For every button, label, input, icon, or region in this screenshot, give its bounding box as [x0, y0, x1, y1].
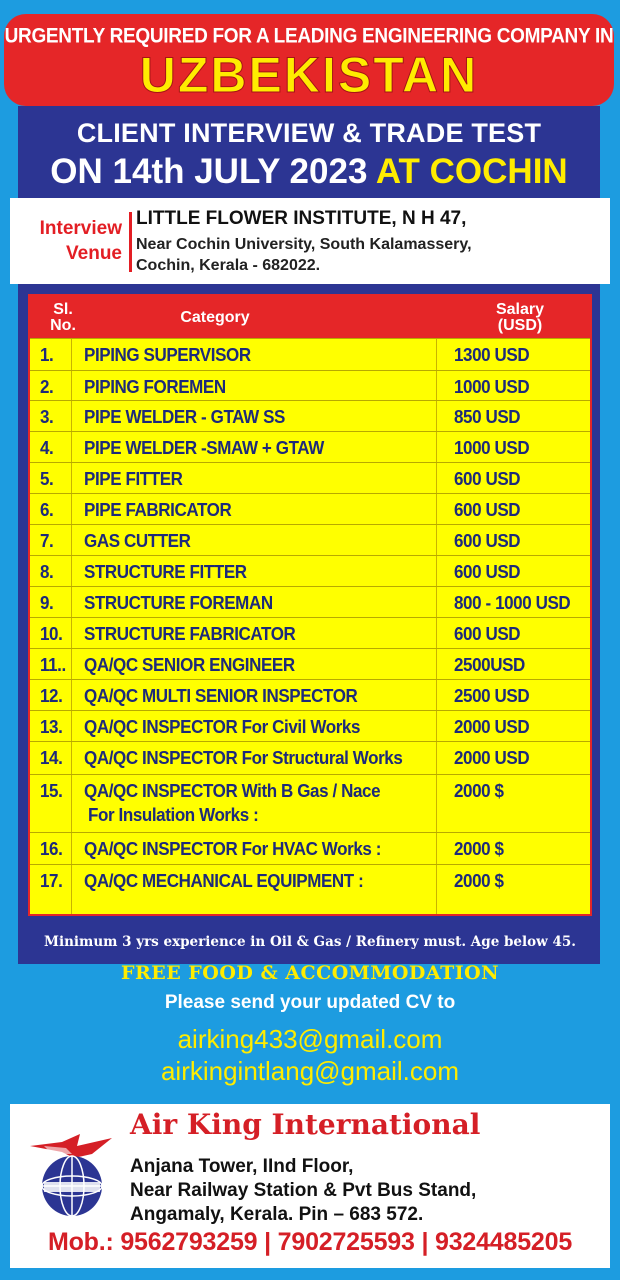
row-salary: 2000 $	[454, 839, 504, 860]
venue-label	[20, 216, 122, 266]
row-salary: 2000 USD	[454, 748, 530, 769]
table-row	[30, 524, 590, 555]
venue-label-line1: Interview	[39, 218, 122, 239]
table-row	[30, 617, 590, 648]
row-salary: 600 USD	[454, 469, 521, 490]
mobile-numbers[interactable]: Mob.: 9562793259 | 7902725593 | 9324485205	[47, 1228, 573, 1256]
header-salary-unit: (USD)	[497, 317, 543, 334]
benefits-note: FREE FOOD & ACCOMMODATION	[120, 962, 500, 984]
venue-address-line1: Near Cochin University, South Kalamassery,	[136, 236, 472, 253]
company-address-line1: Anjana Tower, IInd Floor,	[130, 1156, 354, 1177]
header-salary	[470, 302, 570, 334]
row-salary: 600 USD	[454, 500, 521, 521]
row-salary: 2500USD	[454, 655, 525, 676]
row-salary: 600 USD	[454, 624, 521, 645]
jobs-table	[28, 294, 592, 916]
table-row	[30, 431, 590, 462]
row-number: 5.	[40, 469, 54, 490]
row-salary: 2000 $	[454, 781, 504, 802]
interview-title: CLIENT INTERVIEW & TRADE TEST	[76, 118, 542, 148]
row-number: 7.	[40, 531, 54, 552]
row-category: QA/QC INSPECTOR For Structural Works	[84, 748, 403, 769]
header-no: No.	[50, 317, 76, 334]
row-category: STRUCTURE FABRICATOR	[84, 624, 296, 645]
row-salary: 800 - 1000 USD	[454, 593, 571, 614]
company-name: Air King International	[130, 1108, 481, 1141]
row-category: PIPE WELDER - GTAW SS	[84, 407, 285, 428]
table-row	[30, 400, 590, 431]
table-row	[30, 741, 590, 774]
row-category: QA/QC MULTI SENIOR INSPECTOR	[84, 686, 358, 707]
row-number: 12.	[40, 686, 63, 707]
row-category: QA/QC INSPECTOR For HVAC Works :	[84, 839, 382, 860]
footer-box	[10, 1104, 610, 1268]
table-row	[30, 338, 590, 370]
row-number: 16.	[40, 839, 63, 860]
row-category: PIPING SUPERVISOR	[84, 345, 251, 366]
row-salary: 600 USD	[454, 562, 521, 583]
header-sl: Sl.	[53, 301, 73, 318]
row-salary: 2000 USD	[454, 717, 530, 738]
header-banner	[4, 14, 614, 106]
table-row	[30, 555, 590, 586]
row-category: QA/QC SENIOR ENGINEER	[84, 655, 295, 676]
row-category-line2: For Insulation Works :	[88, 805, 259, 826]
row-number: 15.	[40, 781, 63, 802]
row-number: 6.	[40, 500, 54, 521]
interview-place: AT COCHIN	[375, 152, 568, 191]
row-category: PIPE FABRICATOR	[84, 500, 232, 521]
row-category: PIPE WELDER -SMAW + GTAW	[84, 438, 324, 459]
air-king-logo	[22, 1124, 122, 1224]
header-subtitle: URGENTLY REQUIRED FOR A LEADING ENGINEERING COMPANY IN	[4, 24, 614, 48]
email-link-1[interactable]: airking433@gmail.com	[177, 1024, 443, 1054]
header-sl-no	[40, 302, 86, 334]
venue-address-line2: Cochin, Kerala - 682022.	[136, 257, 321, 274]
venue-divider	[129, 212, 132, 272]
table-row	[30, 832, 590, 864]
venue-name: LITTLE FLOWER INSTITUTE, N H 47,	[136, 208, 467, 229]
row-number: 11..	[40, 655, 66, 676]
eagle-globe-icon	[22, 1124, 122, 1224]
row-salary: 2000 $	[454, 871, 504, 892]
row-salary: 850 USD	[454, 407, 521, 428]
row-category: QA/QC INSPECTOR With B Gas / Nace	[84, 781, 381, 802]
table-row	[30, 462, 590, 493]
row-number: 1.	[40, 345, 54, 366]
row-number: 17.	[40, 871, 63, 892]
row-category: QA/QC MECHANICAL EQUIPMENT :	[84, 871, 364, 892]
row-salary: 1000 USD	[454, 377, 530, 398]
row-category: QA/QC INSPECTOR For Civil Works	[84, 717, 361, 738]
row-number: 13.	[40, 717, 63, 738]
experience-note: Minimum 3 yrs experience in Oil & Gas / Refinery must. Age below 45.	[44, 934, 576, 950]
cv-instruction: Please send your updated CV to	[164, 992, 456, 1013]
interview-date	[18, 152, 600, 192]
row-number: 9.	[40, 593, 54, 614]
row-number: 8.	[40, 562, 54, 583]
row-category: STRUCTURE FOREMAN	[84, 593, 273, 614]
row-number: 3.	[40, 407, 54, 428]
table-row	[30, 710, 590, 741]
row-number: 2.	[40, 377, 54, 398]
table-header	[30, 296, 590, 338]
interview-date-text: ON 14th JULY 2023	[50, 152, 368, 191]
row-category: STRUCTURE FITTER	[84, 562, 247, 583]
table-row	[30, 493, 590, 524]
header-salary-label: Salary	[495, 301, 545, 318]
company-address-line2: Near Railway Station & Pvt Bus Stand,	[130, 1180, 477, 1201]
header-country: UZBEKISTAN	[139, 47, 479, 103]
row-salary: 1300 USD	[454, 345, 530, 366]
venue-label-line2: Venue	[66, 243, 122, 264]
table-row	[30, 648, 590, 679]
row-category: GAS CUTTER	[84, 531, 191, 552]
table-row	[30, 774, 590, 832]
table-row	[30, 864, 590, 896]
table-row	[30, 370, 590, 400]
table-row	[30, 679, 590, 710]
row-salary: 600 USD	[454, 531, 521, 552]
row-number: 14.	[40, 748, 63, 769]
row-salary: 1000 USD	[454, 438, 530, 459]
header-category: Category	[180, 309, 250, 326]
venue-address	[136, 234, 472, 276]
row-category: PIPING FOREMEN	[84, 377, 226, 398]
row-number: 4.	[40, 438, 54, 459]
row-number: 10.	[40, 624, 63, 645]
table-row	[30, 586, 590, 617]
company-address-line3: Angamaly, Kerala. Pin – 683 572.	[130, 1204, 424, 1225]
email-link-2[interactable]: airkingintlang@gmail.com	[160, 1056, 460, 1086]
row-category: PIPE FITTER	[84, 469, 183, 490]
row-salary: 2500 USD	[454, 686, 530, 707]
venue-box	[10, 198, 610, 284]
